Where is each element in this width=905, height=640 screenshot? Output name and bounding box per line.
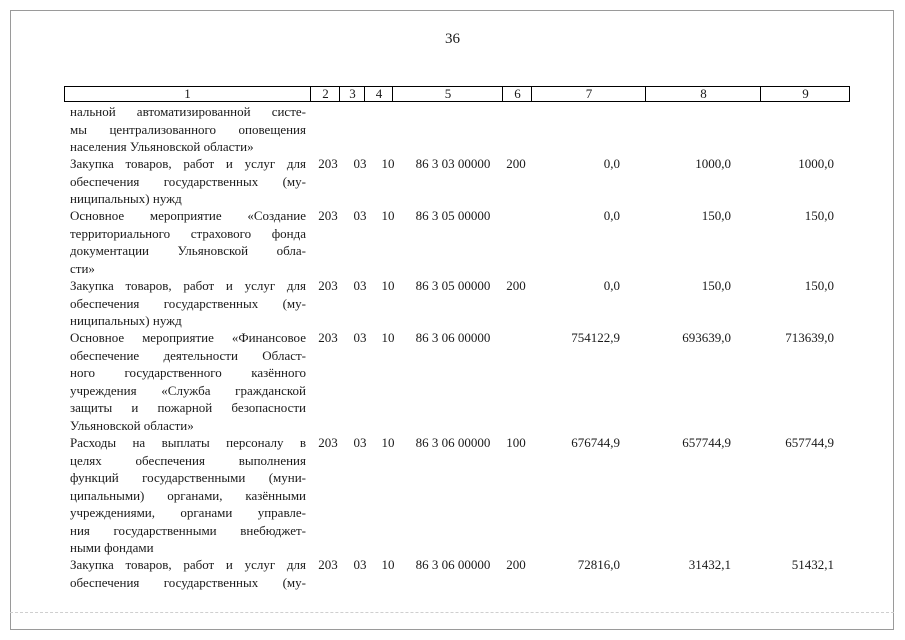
- desc-line: учреждениями, органами управле-: [70, 505, 306, 520]
- cell-col-5: 86 3 05 00000: [415, 208, 491, 223]
- row-description: [70, 329, 306, 434]
- cell-col-5: 86 3 06 00000: [415, 330, 491, 345]
- table-header: [64, 86, 850, 102]
- header-col-7: 7: [531, 87, 646, 101]
- desc-line: нальной автоматизированной систе-: [70, 104, 306, 119]
- cell-col-2: 203: [318, 557, 338, 572]
- cell-col-3: 03: [353, 557, 367, 572]
- cell-col-8: 150,0: [701, 278, 731, 293]
- cell-col-3: 03: [353, 208, 367, 223]
- row-description: [70, 434, 306, 557]
- header-col-6: 6: [502, 87, 532, 101]
- desc-line: учреждения «Служба гражданской: [70, 382, 306, 398]
- cell-col-8: 1000,0: [695, 156, 731, 171]
- cell-col-5: 86 3 05 00000: [415, 278, 491, 293]
- desc-line: ного государственного казённого: [70, 365, 306, 380]
- desc-line: функций государственными (муни-: [70, 470, 306, 485]
- desc-line: Ульяновской области»: [70, 417, 194, 433]
- cell-col-9: 713639,0: [785, 330, 834, 345]
- desc-line: обеспечения государственных (му-: [70, 173, 306, 189]
- desc-line: защиты и пожарной безопасности: [70, 400, 306, 415]
- desc-line: Расходы на выплаты персоналу в: [70, 435, 306, 450]
- row-description: [70, 155, 306, 208]
- scan-edge-line: [10, 612, 894, 613]
- cell-col-6: 200: [506, 557, 526, 572]
- desc-line: обеспечения государственных (му-: [70, 295, 306, 311]
- cell-col-7: 754122,9: [571, 330, 620, 345]
- desc-line: обеспечения государственных (му-: [70, 574, 306, 590]
- desc-line: Основное мероприятие «Финансовое: [70, 330, 306, 345]
- cell-col-4: 10: [381, 435, 395, 450]
- desc-line: ными фондами: [70, 540, 154, 555]
- cell-col-7: 0,0: [603, 156, 620, 171]
- desc-line: сти»: [70, 260, 95, 276]
- cell-col-9: 150,0: [804, 278, 834, 293]
- desc-line: Закупка товаров, работ и услуг для: [70, 156, 306, 171]
- desc-line: целях обеспечения выполнения: [70, 452, 306, 468]
- cell-col-7: 0,0: [603, 278, 620, 293]
- cell-col-9: 657744,9: [785, 435, 834, 450]
- cell-col-4: 10: [381, 557, 395, 572]
- cell-col-2: 203: [318, 435, 338, 450]
- desc-line: территориального страхового фонда: [70, 225, 306, 241]
- cell-col-7: 72816,0: [577, 557, 620, 572]
- desc-line: документации Ульяновской обла-: [70, 243, 306, 258]
- cell-col-5: 86 3 03 00000: [415, 156, 491, 171]
- cell-col-3: 03: [353, 330, 367, 345]
- cell-col-5: 86 3 06 00000: [415, 435, 491, 450]
- desc-line: обеспечение деятельности Област-: [70, 347, 306, 363]
- desc-line: Закупка товаров, работ и услуг для: [70, 557, 306, 572]
- header-col-9: 9: [760, 87, 850, 101]
- row-description: [70, 277, 306, 330]
- cell-col-8: 150,0: [701, 208, 731, 223]
- cell-col-2: 203: [318, 330, 338, 345]
- cell-col-3: 03: [353, 156, 367, 171]
- cell-col-8: 693639,0: [682, 330, 731, 345]
- desc-line: ципальными) органами, казёнными: [70, 487, 306, 503]
- cell-col-8: 657744,9: [682, 435, 731, 450]
- desc-line: ниципальных) нужд: [70, 313, 182, 328]
- cell-col-9: 150,0: [804, 208, 834, 223]
- cell-col-5: 86 3 06 00000: [415, 557, 491, 572]
- header-col-4: 4: [364, 87, 393, 101]
- desc-line: Закупка товаров, работ и услуг для: [70, 278, 306, 293]
- desc-line: ниципальных) нужд: [70, 191, 182, 206]
- cell-col-2: 203: [318, 278, 338, 293]
- cell-col-4: 10: [381, 208, 395, 223]
- cell-col-4: 10: [381, 278, 395, 293]
- header-col-5: 5: [392, 87, 503, 101]
- cell-col-3: 03: [353, 435, 367, 450]
- header-col-8: 8: [645, 87, 761, 101]
- desc-line: населения Ульяновской области»: [70, 139, 254, 154]
- cell-col-7: 0,0: [603, 208, 620, 223]
- row-description: [70, 207, 306, 277]
- cell-col-3: 03: [353, 278, 367, 293]
- cell-col-2: 203: [318, 208, 338, 223]
- page-number: 36: [445, 31, 460, 47]
- header-col-1: 1: [184, 86, 191, 101]
- cell-col-9: 1000,0: [798, 156, 834, 171]
- desc-line: мы централизованного оповещения: [70, 121, 306, 137]
- header-col-3: 3: [339, 87, 365, 101]
- cell-col-7: 676744,9: [571, 435, 620, 450]
- cell-col-6: 100: [506, 435, 526, 450]
- header-col-2: 2: [310, 87, 340, 101]
- cell-col-6: 200: [506, 156, 526, 171]
- row-description: [70, 556, 306, 591]
- cell-col-8: 31432,1: [688, 557, 731, 572]
- cell-col-6: 200: [506, 278, 526, 293]
- cell-col-9: 51432,1: [791, 557, 834, 572]
- desc-line: ния государственными внебюджет-: [70, 522, 306, 538]
- cell-col-4: 10: [381, 156, 395, 171]
- cell-col-4: 10: [381, 330, 395, 345]
- cell-col-2: 203: [318, 156, 338, 171]
- row-description: [70, 103, 306, 156]
- desc-line: Основное мероприятие «Создание: [70, 208, 306, 223]
